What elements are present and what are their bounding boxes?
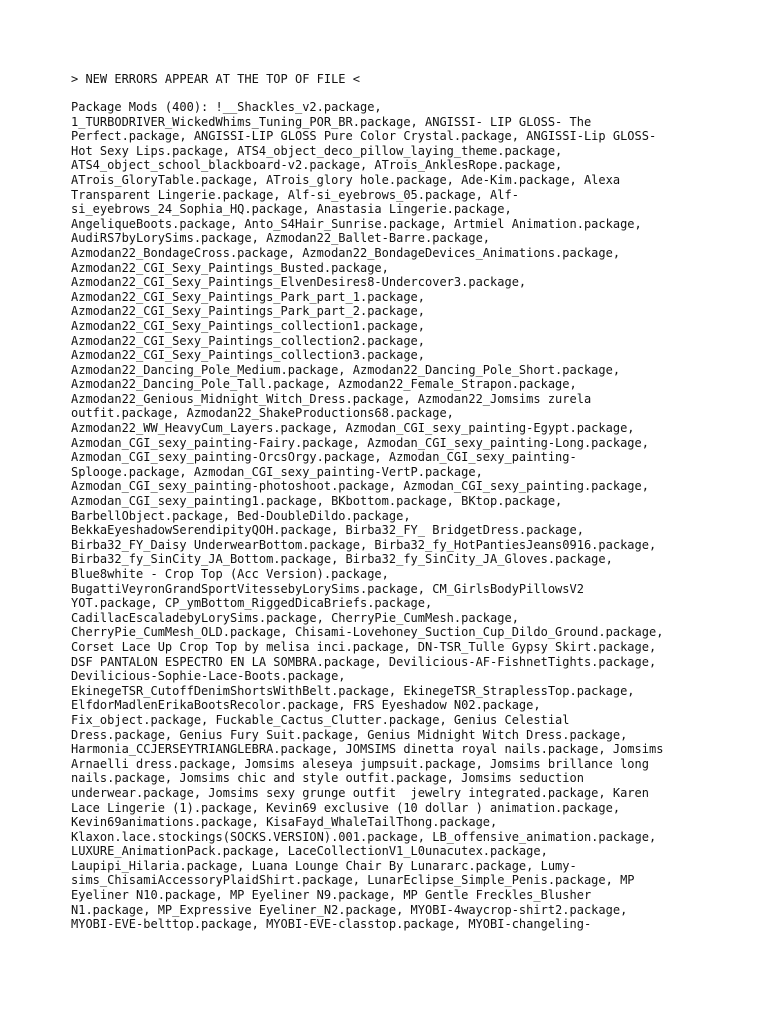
text-line: Birba32_FY_Daisy UnderwearBottom.package, Birba32_fy_HotPantiesJeans0916.package, [71,537,657,552]
text-line: Azmodan22_CGI_Sexy_Paintings_collection2.package, [71,333,426,348]
text-line: ATS4_object_school_blackboard-v2.package, ATrois_AnklesRope.package, [71,158,563,173]
text-line: Corset Lace Up Crop Top by melisa inci.package, DN-TSR_Tulle Gypsy Skirt.package, [71,639,657,654]
text-line: Harmonia_CCJERSEYTRIANGLEBRA.package, JOMSIMS dinetta royal nails.package, Jomsims [71,742,664,757]
text-line: nails.package, Jomsims chic and style outfit.package, Jomsims seduction [71,771,584,786]
text-line: underwear.package, Jomsims sexy grunge outfit jewelry integrated.package, Karen [71,785,649,800]
text-line: CadillacEscaladebyLorySims.package, CherryPie_CumMesh.package, [71,610,519,625]
text-line: Dress.package, Genius Fury Suit.package, Genius Midnight Witch Dress.package, [71,727,628,742]
text-line: Azmodan22_CGI_Sexy_Paintings_Park_part_1.package, [71,289,426,304]
text-line: EkinegeTSR_CutoffDenimShortsWithBelt.package, EkinegeTSR_StraplessTop.package, [71,683,635,698]
text-line: BekkaEyeshadowSerendipityQOH.package, Birba32_FY_ BridgetDress.package, [71,523,584,538]
package-mods-list [71,100,711,932]
text-line: Azmodan22_CGI_Sexy_Paintings_Park_part_2.package, [71,304,426,319]
text-line: Laupipi_Hilaria.package, Luana Lounge Chair By Lunararc.package, Lumy- [71,858,577,873]
text-line: N1.package, MP_Expressive Eyeliner_N2.package, MYOBI-4waycrop-shirt2.package, [71,902,628,917]
text-line: Perfect.package, ANGISSI-LIP GLOSS Pure Color Crystal.package, ANGISSI-Lip GLOSS- [71,129,657,144]
text-line: Arnaelli dress.package, Jomsims aleseya jumpsuit.package, Jomsims brillance long [71,756,649,771]
text-line: 1_TURBODRIVER_WickedWhims_Tuning_POR_BR.package, ANGISSI- LIP GLOSS- The [71,114,592,129]
text-line: Azmodan_CGI_sexy_painting-Fairy.package, Azmodan_CGI_sexy_painting-Long.package, [71,435,649,450]
text-line: ElfdorMadlenErikaBootsRecolor.package, FRS Eyeshadow N02.package, [71,698,541,713]
text-line: Hot Sexy Lips.package, ATS4_object_deco_pillow_laying_theme.package, [71,143,563,158]
text-line: Kevin69animations.package, KisaFayd_WhaleTailThong.package, [71,815,498,830]
text-line: Devilicious-Sophie-Lace-Boots.package, [71,669,346,684]
text-line: YOT.package, CP_ymBottom_RiggedDicaBriefs.package, [71,596,433,611]
text-line: si_eyebrows_24_Sophia_HQ.package, Anastasia Lingerie.package, [71,202,512,217]
text-line: Eyeliner N10.package, MP Eyeliner N9.package, MP Gentle Freckles_Blusher [71,888,592,903]
text-line: Azmodan22_CGI_Sexy_Paintings_ElvenDesires8-Undercover3.package, [71,275,527,290]
text-line: Blue8white - Crop Top (Acc Version).package, [71,567,389,581]
text-line: AngeliqueBoots.package, Anto_S4Hair_Sunrise.package, Artmiel Animation.package, [71,216,642,231]
text-line: Lace Lingerie (1).package, Kevin69 exclusive (10 dollar ) animation.package, [71,800,621,815]
text-line: Azmodan22_CGI_Sexy_Paintings_Busted.package, [71,260,389,275]
text-line: Azmodan22_CGI_Sexy_Paintings_collection3.package, [71,348,426,363]
error-notice-header: > NEW ERRORS APPEAR AT THE TOP OF FILE < [71,72,360,86]
text-line: Azmodan_CGI_sexy_painting-OrcsOrgy.package, Azmodan_CGI_sexy_painting- [71,450,577,465]
text-line: ATrois_GloryTable.package, ATrois_glory hole.package, Ade-Kim.package, Alexa [71,172,621,187]
text-line: Package Mods (400): !__Shackles_v2.package, [71,100,382,114]
text-line: Birba32_fy_SinCity_JA_Bottom.package, Birba32_fy_SinCity_JA_Gloves.package, [71,552,613,567]
text-line: CherryPie_CumMesh_OLD.package, Chisami-Lovehoney_Suction_Cup_Dildo_Ground.package, [71,625,664,640]
text-line: Azmodan_CGI_sexy_painting1.package, BKbottom.package, BKtop.package, [71,494,563,509]
text-line: AudiRS7byLorySims.package, Azmodan22_Ballet-Barre.package, [71,231,491,246]
text-line: outfit.package, Azmodan22_ShakeProductions68.package, [71,406,454,421]
text-line: Azmodan22_WW_HeavyCum_Layers.package, Azmodan_CGI_sexy_painting-Egypt.package, [71,421,635,436]
text-line: Splooge.package, Azmodan_CGI_sexy_painting-VertP.package, [71,464,483,479]
text-line: Azmodan22_Genious_Midnight_Witch_Dress.package, Azmodan22_Jomsims zurela [71,391,592,406]
text-line: Klaxon.lace.stockings(SOCKS.VERSION).001.package, LB_offensive_animation.package, [71,829,657,844]
text-line: BugattiVeyronGrandSportVitessebyLorySims.package, CM_GirlsBodyPillowsV2 [71,581,584,596]
text-line: DSF PANTALON ESPECTRO EN LA SOMBRA.package, Devilicious-AF-FishnetTights.package, [71,654,657,669]
text-line: LUXURE_AnimationPack.package, LaceCollectionV1_L0unacutex.package, [71,844,548,859]
text-line: Azmodan_CGI_sexy_painting-photoshoot.package, Azmodan_CGI_sexy_painting.package, [71,479,649,494]
text-line: sims_ChisamiAccessoryPlaidShirt.package, LunarEclipse_Simple_Penis.package, MP [71,873,635,888]
text-line: Fix_object.package, Fuckable_Cactus_Clutter.package, Genius Celestial [71,712,570,727]
text-line: Azmodan22_Dancing_Pole_Medium.package, Azmodan22_Dancing_Pole_Short.package, [71,362,621,377]
text-line: Azmodan22_Dancing_Pole_Tall.package, Azmodan22_Female_Strapon.package, [71,377,577,392]
text-line: Azmodan22_BondageCross.package, Azmodan22_BondageDevices_Animations.package, [71,245,621,260]
text-line: Azmodan22_CGI_Sexy_Paintings_collection1.package, [71,318,426,333]
text-line: MYOBI-EVE-belttop.package, MYOBI-EVE-classtop.package, MYOBI-changeling- [71,917,592,932]
text-line: Transparent Lingerie.package, Alf-si_eyebrows_05.package, Alf- [71,187,519,202]
text-line: BarbellObject.package, Bed-DoubleDildo.package, [71,508,411,523]
